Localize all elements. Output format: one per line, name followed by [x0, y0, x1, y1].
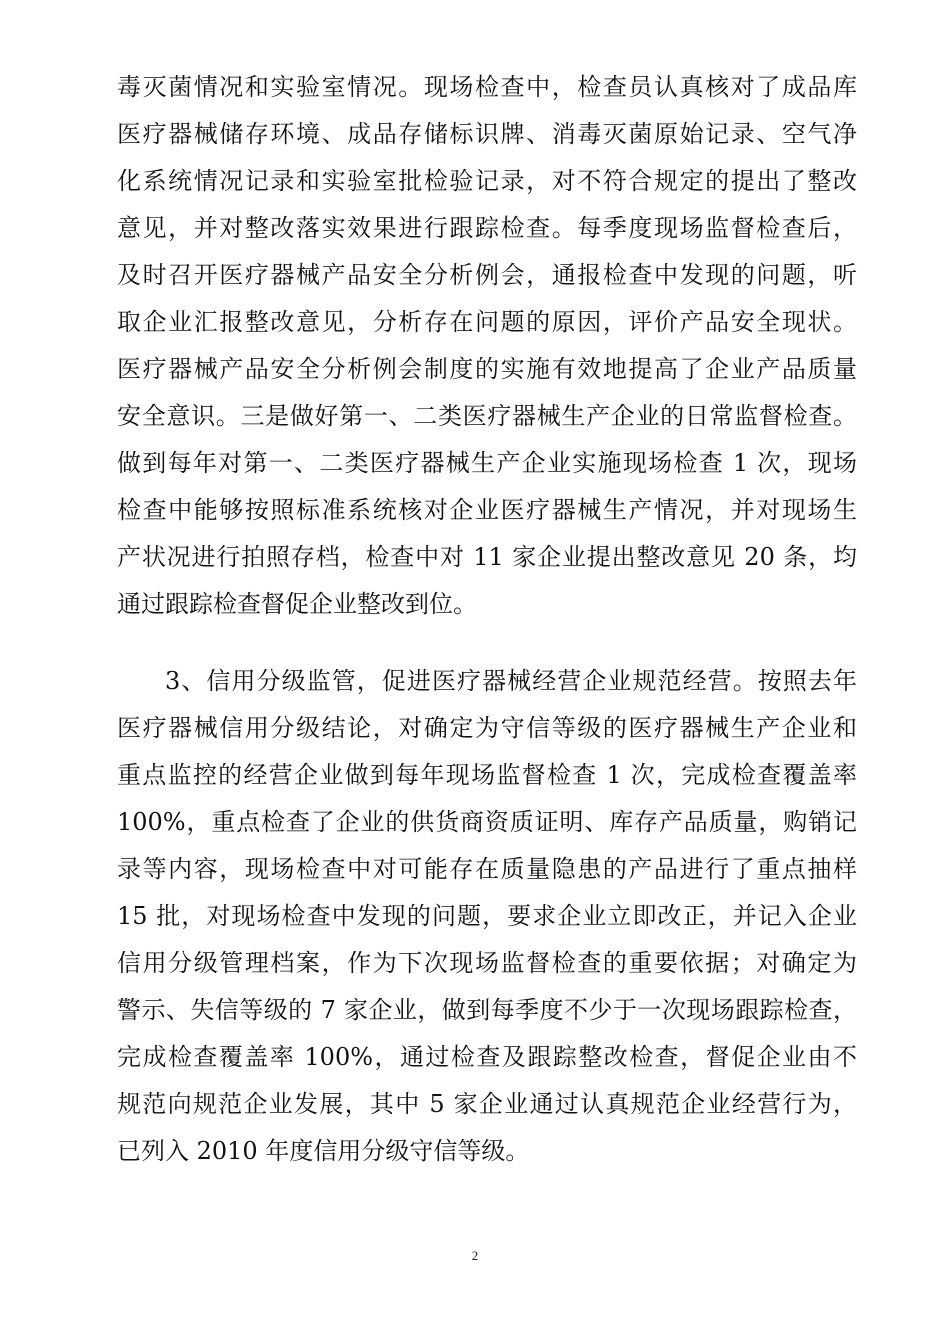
- text-line: 重点监控的经营企业做到每年现场监督检查 1 次，完成检查覆盖率: [117, 761, 857, 789]
- text-line: 毒灭菌情况和实验室情况。现场检查中，检查员认真核对了成品库: [117, 73, 857, 101]
- text-line: 医疗器械信用分级结论，对确定为守信等级的医疗器械生产企业和: [117, 714, 857, 742]
- text-line: 警示、失信等级的 7 家企业，做到每季度不少于一次现场跟踪检查，: [117, 996, 857, 1024]
- text-line: 信用分级管理档案，作为下次现场监督检查的重要依据；对确定为: [117, 949, 857, 977]
- text-line: 做到每年对第一、二类医疗器械生产企业实施现场检查 1 次，现场: [117, 449, 857, 477]
- text-line: 化系统情况记录和实验室批检验记录，对不符合规定的提出了整改: [117, 167, 857, 195]
- text-line: 15 批，对现场检查中发现的问题，要求企业立即改正，并记入企业: [117, 902, 857, 930]
- text-line: 检查中能够按照标准系统核对企业医疗器械生产情况，并对现场生: [117, 496, 857, 524]
- text-line: 规范向规范企业发展，其中 5 家企业通过认真规范企业经营行为，: [117, 1090, 857, 1118]
- text-line: 已列入 2010 年度信用分级守信等级。: [117, 1137, 530, 1165]
- text-line: 录等内容，现场检查中对可能存在质量隐患的产品进行了重点抽样: [117, 855, 857, 883]
- text-line: 产状况进行拍照存档，检查中对 11 家企业提出整改意见 20 条，均: [117, 543, 857, 571]
- text-line: 意见，并对整改落实效果进行跟踪检查。每季度现场监督检查后，: [117, 214, 857, 242]
- text-line: 及时召开医疗器械产品安全分析例会，通报检查中发现的问题，听: [117, 261, 857, 289]
- text-line: 医疗器械产品安全分析例会制度的实施有效地提高了企业产品质量: [117, 355, 857, 383]
- page-number: 2: [471, 1248, 479, 1263]
- text-line: 通过跟踪检查督促企业整改到位。: [117, 590, 477, 618]
- text-line: 3、信用分级监管，促进医疗器械经营企业规范经营。按照去年: [165, 667, 857, 695]
- text-line: 安全意识。三是做好第一、二类医疗器械生产企业的日常监督检查。: [117, 402, 857, 430]
- text-line: 完成检查覆盖率 100%，通过检查及跟踪整改检查，督促企业由不: [117, 1043, 857, 1071]
- text-line: 100%，重点检查了企业的供货商资质证明、库存产品质量，购销记: [117, 808, 857, 836]
- text-line: 取企业汇报整改意见，分析存在问题的原因，评价产品安全现状。: [117, 308, 857, 336]
- text-line: 医疗器械储存环境、成品存储标识牌、消毒灭菌原始记录、空气净: [117, 120, 857, 148]
